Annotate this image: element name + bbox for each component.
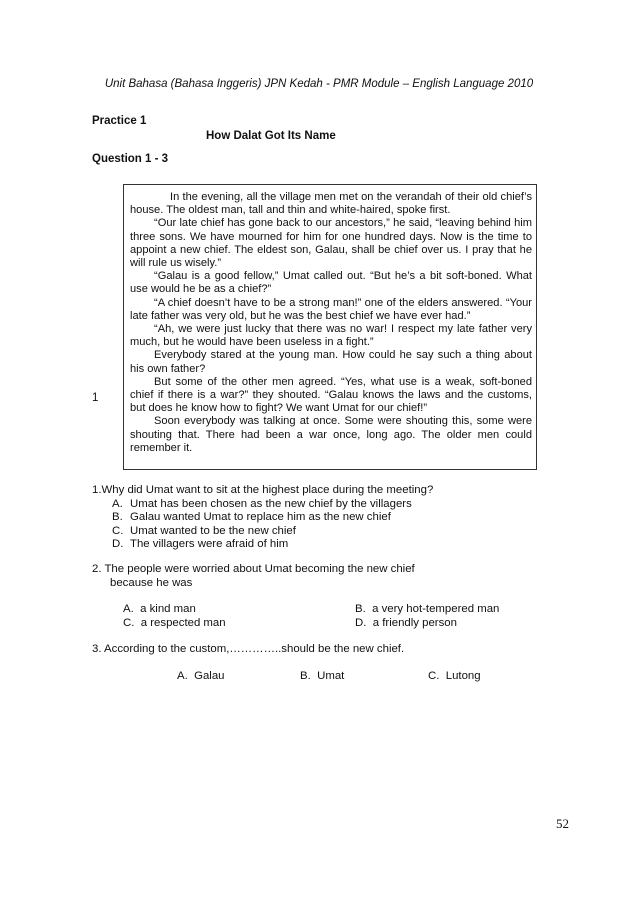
option-letter: B. (112, 511, 123, 524)
question-1-option-d (98, 538, 433, 552)
question-2-option-a (123, 603, 196, 615)
question-3-option-c (428, 670, 481, 682)
question-1-option-b (98, 511, 433, 525)
option-letter: C. (112, 524, 124, 537)
option-text: Galau (194, 670, 225, 682)
question-3-option-a (177, 670, 225, 682)
option-letter: C. (123, 617, 135, 629)
question-2-stem-continued: because he was (110, 576, 193, 589)
question-2-stem: 2. The people were worried about Umat becoming the new chief (92, 563, 415, 575)
passage-paragraph: Everybody stared at the young man. How could he say such a thing about his own father? (130, 349, 532, 375)
question-3-option-b (300, 670, 344, 682)
question-3-stem: 3. According to the custom,…………..should be the new chief. (92, 643, 405, 655)
option-text: a very hot-tempered man (372, 603, 500, 615)
passage-paragraph: “A chief doesn’t have to be a strong man!” one of the elders answered. “Your late father was very old, but he was the best chief we have ever had.” (130, 296, 532, 322)
question-2-option-c (123, 617, 226, 629)
option-text: Galau wanted Umat to replace him as the new chief (130, 511, 391, 524)
question-1-option-c (98, 525, 433, 539)
option-text: a kind man (140, 603, 196, 615)
practice-label: Practice 1 (92, 115, 147, 127)
option-letter: B. (355, 603, 366, 615)
question-2 (92, 563, 415, 590)
question-2-option-d (355, 617, 457, 629)
option-text: Umat has been chosen as the new chief by the villagers (130, 497, 412, 510)
passage-box (123, 184, 537, 470)
passage-paragraph: In the evening, all the village men met on the verandah of their old chief’s house. The oldest man, tall and thin and white-haired, spoke first. (130, 191, 532, 217)
option-text: The villagers were afraid of him (130, 538, 289, 551)
option-letter: A. (123, 603, 134, 615)
question-range-label: Question 1 - 3 (92, 153, 169, 165)
option-text: Lutong (445, 670, 481, 682)
option-letter: D. (112, 538, 124, 551)
passage-paragraph: But some of the other men agreed. “Yes, what use is a weak, soft-boned chief if there is a war?” they shouted. “Galau knows the laws and the customs, but does he know how to fight? We want Umat for our chief!” (130, 375, 532, 415)
option-letter: A. (112, 497, 123, 510)
option-letter: B. (300, 670, 311, 682)
question-1-stem: 1.Why did Umat want to sit at the highest place during the meeting? (92, 484, 434, 496)
option-text: Umat wanted to be the new chief (130, 524, 296, 537)
passage-paragraph: “Galau is a good fellow,” Umat called out. “But he’s a bit soft-boned. What use would he be as a chief?” (130, 270, 532, 296)
passage-title: How Dalat Got Its Name (206, 130, 336, 142)
question-1 (92, 484, 433, 552)
option-text: a respected man (140, 617, 226, 629)
passage-marker: 1 (92, 392, 99, 404)
passage-paragraph: “Ah, we were just lucky that there was no war! I respect my late father very much, but he would have been useless in a fight.” (130, 323, 532, 349)
passage-paragraph: Soon everybody was talking at once. Some were shouting this, some were shouting that. There had been a war once, long ago. The older men could remember it. (130, 415, 532, 454)
page-header: Unit Bahasa (Bahasa Inggeris) JPN Kedah - PMR Module – English Language 2010 (104, 78, 534, 90)
passage-paragraph: “Our late chief has gone back to our ancestors,” he said, “leaving behind him three sons. We have mourned for him for one hundred days. Now is the time to appoint a new chief. The eldest son, Galau, shall be chief over us. I pray that he will rule us wisely.” (130, 217, 532, 270)
page-number: 52 (556, 816, 569, 831)
option-letter: D. (355, 617, 367, 629)
option-text: a friendly person (372, 617, 457, 629)
option-letter: C. (428, 670, 440, 682)
option-text: Umat (317, 670, 345, 682)
option-letter: A. (177, 670, 188, 682)
question-2-option-b (355, 603, 499, 615)
question-1-option-a (98, 498, 433, 512)
